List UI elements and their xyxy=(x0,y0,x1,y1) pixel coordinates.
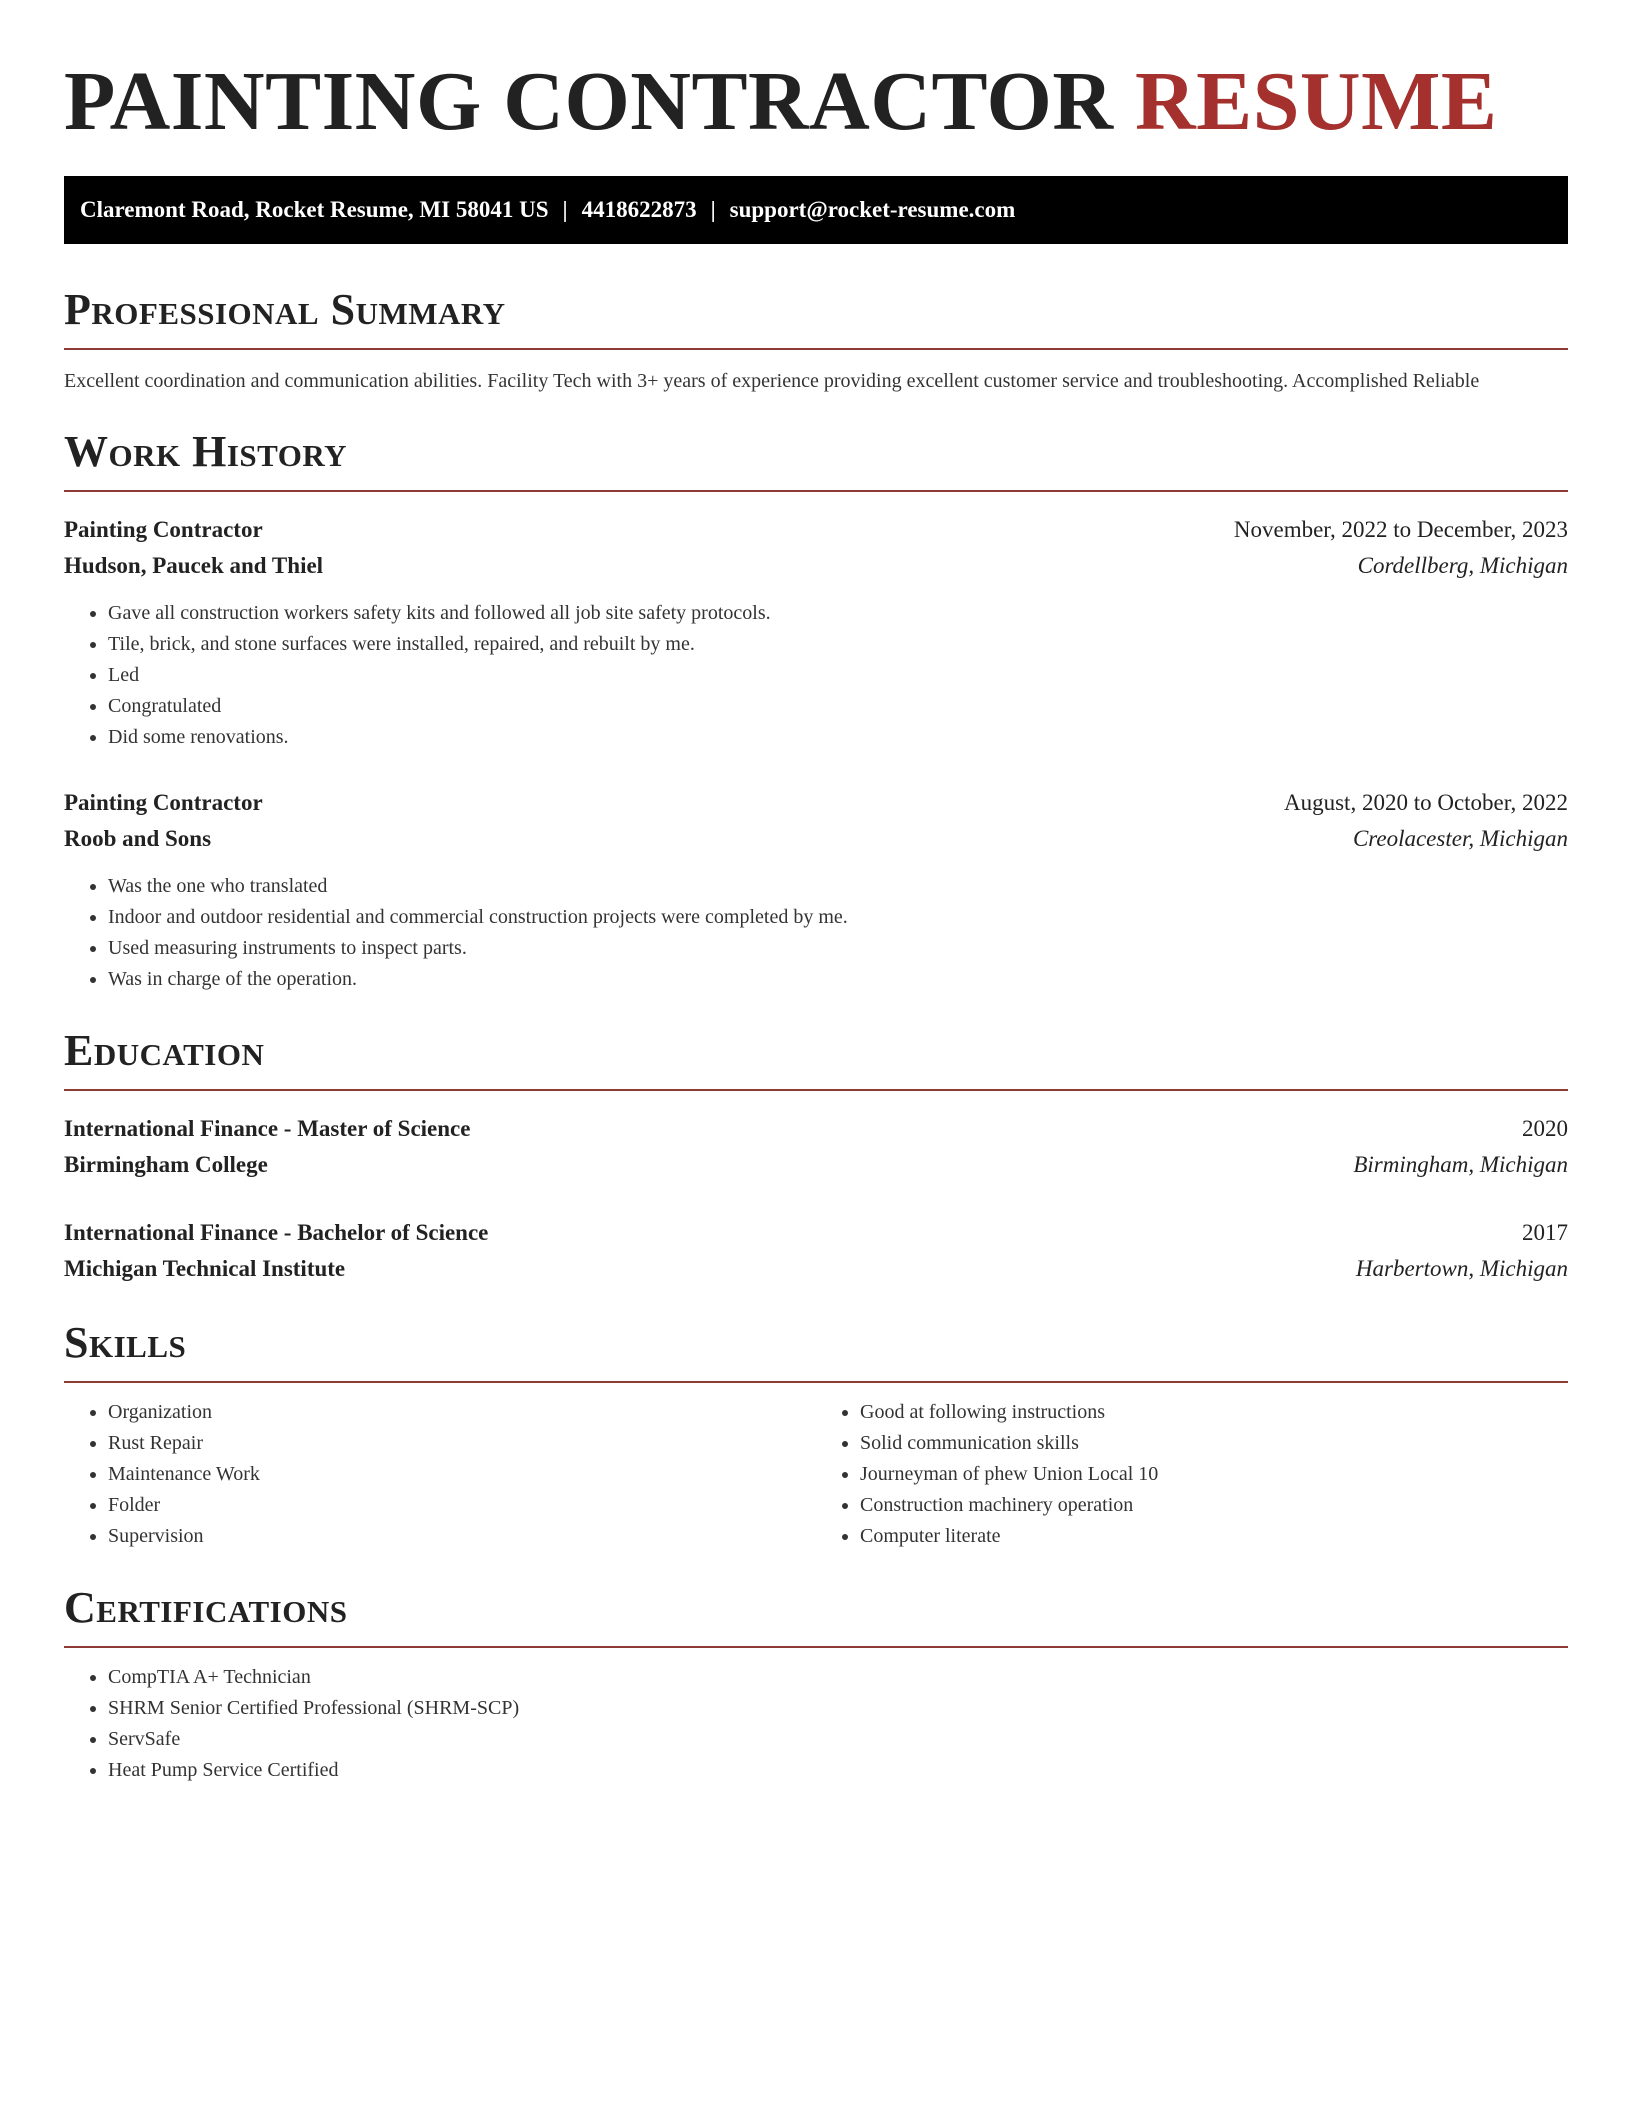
job-title: Painting Contractor xyxy=(64,517,263,542)
skills-columns xyxy=(64,1397,1568,1552)
job-bullet: • Used measuring instruments to inspect parts. xyxy=(108,933,1568,964)
education-location: Birmingham, Michigan xyxy=(1353,1152,1568,1177)
education-degree-row xyxy=(64,1111,1568,1147)
education-school-row xyxy=(64,1147,1568,1183)
certification-item: • ServSafe xyxy=(108,1724,1568,1755)
skill-item: • Solid communication skills xyxy=(860,1428,1568,1459)
skills-list-right xyxy=(816,1397,1568,1552)
skills-section xyxy=(64,1317,1568,1552)
job-company-row xyxy=(64,821,1568,857)
certification-item: • Heat Pump Service Certified xyxy=(108,1755,1568,1786)
certifications-section xyxy=(64,1582,1568,1786)
job-dates: November, 2022 to December, 2023 xyxy=(1233,517,1568,542)
summary-text: Excellent coordination and communication abilities. Facility Tech with 3+ years of experience providing excellent customer service and troubleshooting. Accomplished Reliable xyxy=(64,370,1480,392)
job-bullet: • Did some renovations. xyxy=(108,722,1568,753)
education-school-row xyxy=(64,1251,1568,1287)
job-entry xyxy=(64,785,1568,995)
certification-item: • SHRM Senior Certified Professional (SHRM-SCP) xyxy=(108,1693,1568,1724)
job-bullet: • Was the one who translated xyxy=(108,871,1568,902)
education-degree: International Finance - Bachelor of Science xyxy=(64,1220,489,1245)
skill-item: • Rust Repair xyxy=(108,1428,816,1459)
education-location: Harbertown, Michigan xyxy=(1355,1256,1568,1281)
job-entry xyxy=(64,512,1568,753)
contact-email: support@rocket-resume.com xyxy=(729,197,1016,222)
job-bullet: • Indoor and outdoor residential and commercial construction projects were completed by me. xyxy=(108,902,1568,933)
skills-list-left xyxy=(64,1397,816,1552)
skill-item: • Journeyman of phew Union Local 10 xyxy=(860,1459,1568,1490)
section-heading-education: Education xyxy=(64,1025,1568,1091)
resume-title-main: PAINTING CONTRACTOR xyxy=(64,55,1114,148)
contact-address: Claremont Road, Rocket Resume, MI 58041 US xyxy=(80,197,549,222)
skill-item: • Organization xyxy=(108,1397,816,1428)
job-bullet: • Congratulated xyxy=(108,691,1568,722)
job-company-row xyxy=(64,548,1568,584)
education-entry xyxy=(64,1111,1568,1183)
skill-item: • Computer literate xyxy=(860,1521,1568,1552)
job-title: Painting Contractor xyxy=(64,790,263,815)
job-bullet: • Gave all construction workers safety kits and followed all job site safety protocols. xyxy=(108,598,1568,629)
job-dates: August, 2020 to October, 2022 xyxy=(1284,790,1568,815)
resume-title-accent: RESUME xyxy=(1135,55,1498,148)
education-year: 2020 xyxy=(1522,1116,1568,1141)
contact-separator: | xyxy=(710,197,716,222)
skill-item: • Good at following instructions xyxy=(860,1397,1568,1428)
job-bullet: • Led xyxy=(108,660,1568,691)
summary-section xyxy=(64,284,1568,396)
job-company: Roob and Sons xyxy=(64,826,212,851)
skill-item: • Construction machinery operation xyxy=(860,1490,1568,1521)
certifications-list xyxy=(64,1662,1568,1786)
section-heading-skills: Skills xyxy=(64,1317,1568,1383)
job-bullet-list xyxy=(64,871,1568,995)
job-company: Hudson, Paucek and Thiel xyxy=(64,553,324,578)
section-heading-work-history: Work History xyxy=(64,426,1568,492)
contact-phone: 4418622873 xyxy=(581,197,697,222)
education-year: 2017 xyxy=(1522,1220,1568,1245)
job-bullet: • Was in charge of the operation. xyxy=(108,964,1568,995)
education-section xyxy=(64,1025,1568,1287)
job-location: Creolacester, Michigan xyxy=(1352,826,1568,851)
education-school: Birmingham College xyxy=(64,1152,268,1177)
skill-item: • Maintenance Work xyxy=(108,1459,816,1490)
work-history-section xyxy=(64,426,1568,995)
job-location: Cordellberg, Michigan xyxy=(1357,553,1568,578)
job-header-row xyxy=(64,512,1568,548)
education-entry xyxy=(64,1215,1568,1287)
job-bullet-list xyxy=(64,598,1568,753)
contact-bar xyxy=(64,176,1568,244)
job-header-row xyxy=(64,785,1568,821)
resume-title xyxy=(64,54,1568,150)
education-degree-row xyxy=(64,1215,1568,1251)
certification-item: • CompTIA A+ Technician xyxy=(108,1662,1568,1693)
job-bullet: • Tile, brick, and stone surfaces were installed, repaired, and rebuilt by me. xyxy=(108,629,1568,660)
contact-separator: | xyxy=(562,197,568,222)
education-school: Michigan Technical Institute xyxy=(64,1256,346,1281)
section-heading-summary: Professional Summary xyxy=(64,284,1568,350)
skill-item: • Folder xyxy=(108,1490,816,1521)
education-degree: International Finance - Master of Science xyxy=(64,1116,471,1141)
section-heading-certifications: Certifications xyxy=(64,1582,1568,1648)
skill-item: • Supervision xyxy=(108,1521,816,1552)
